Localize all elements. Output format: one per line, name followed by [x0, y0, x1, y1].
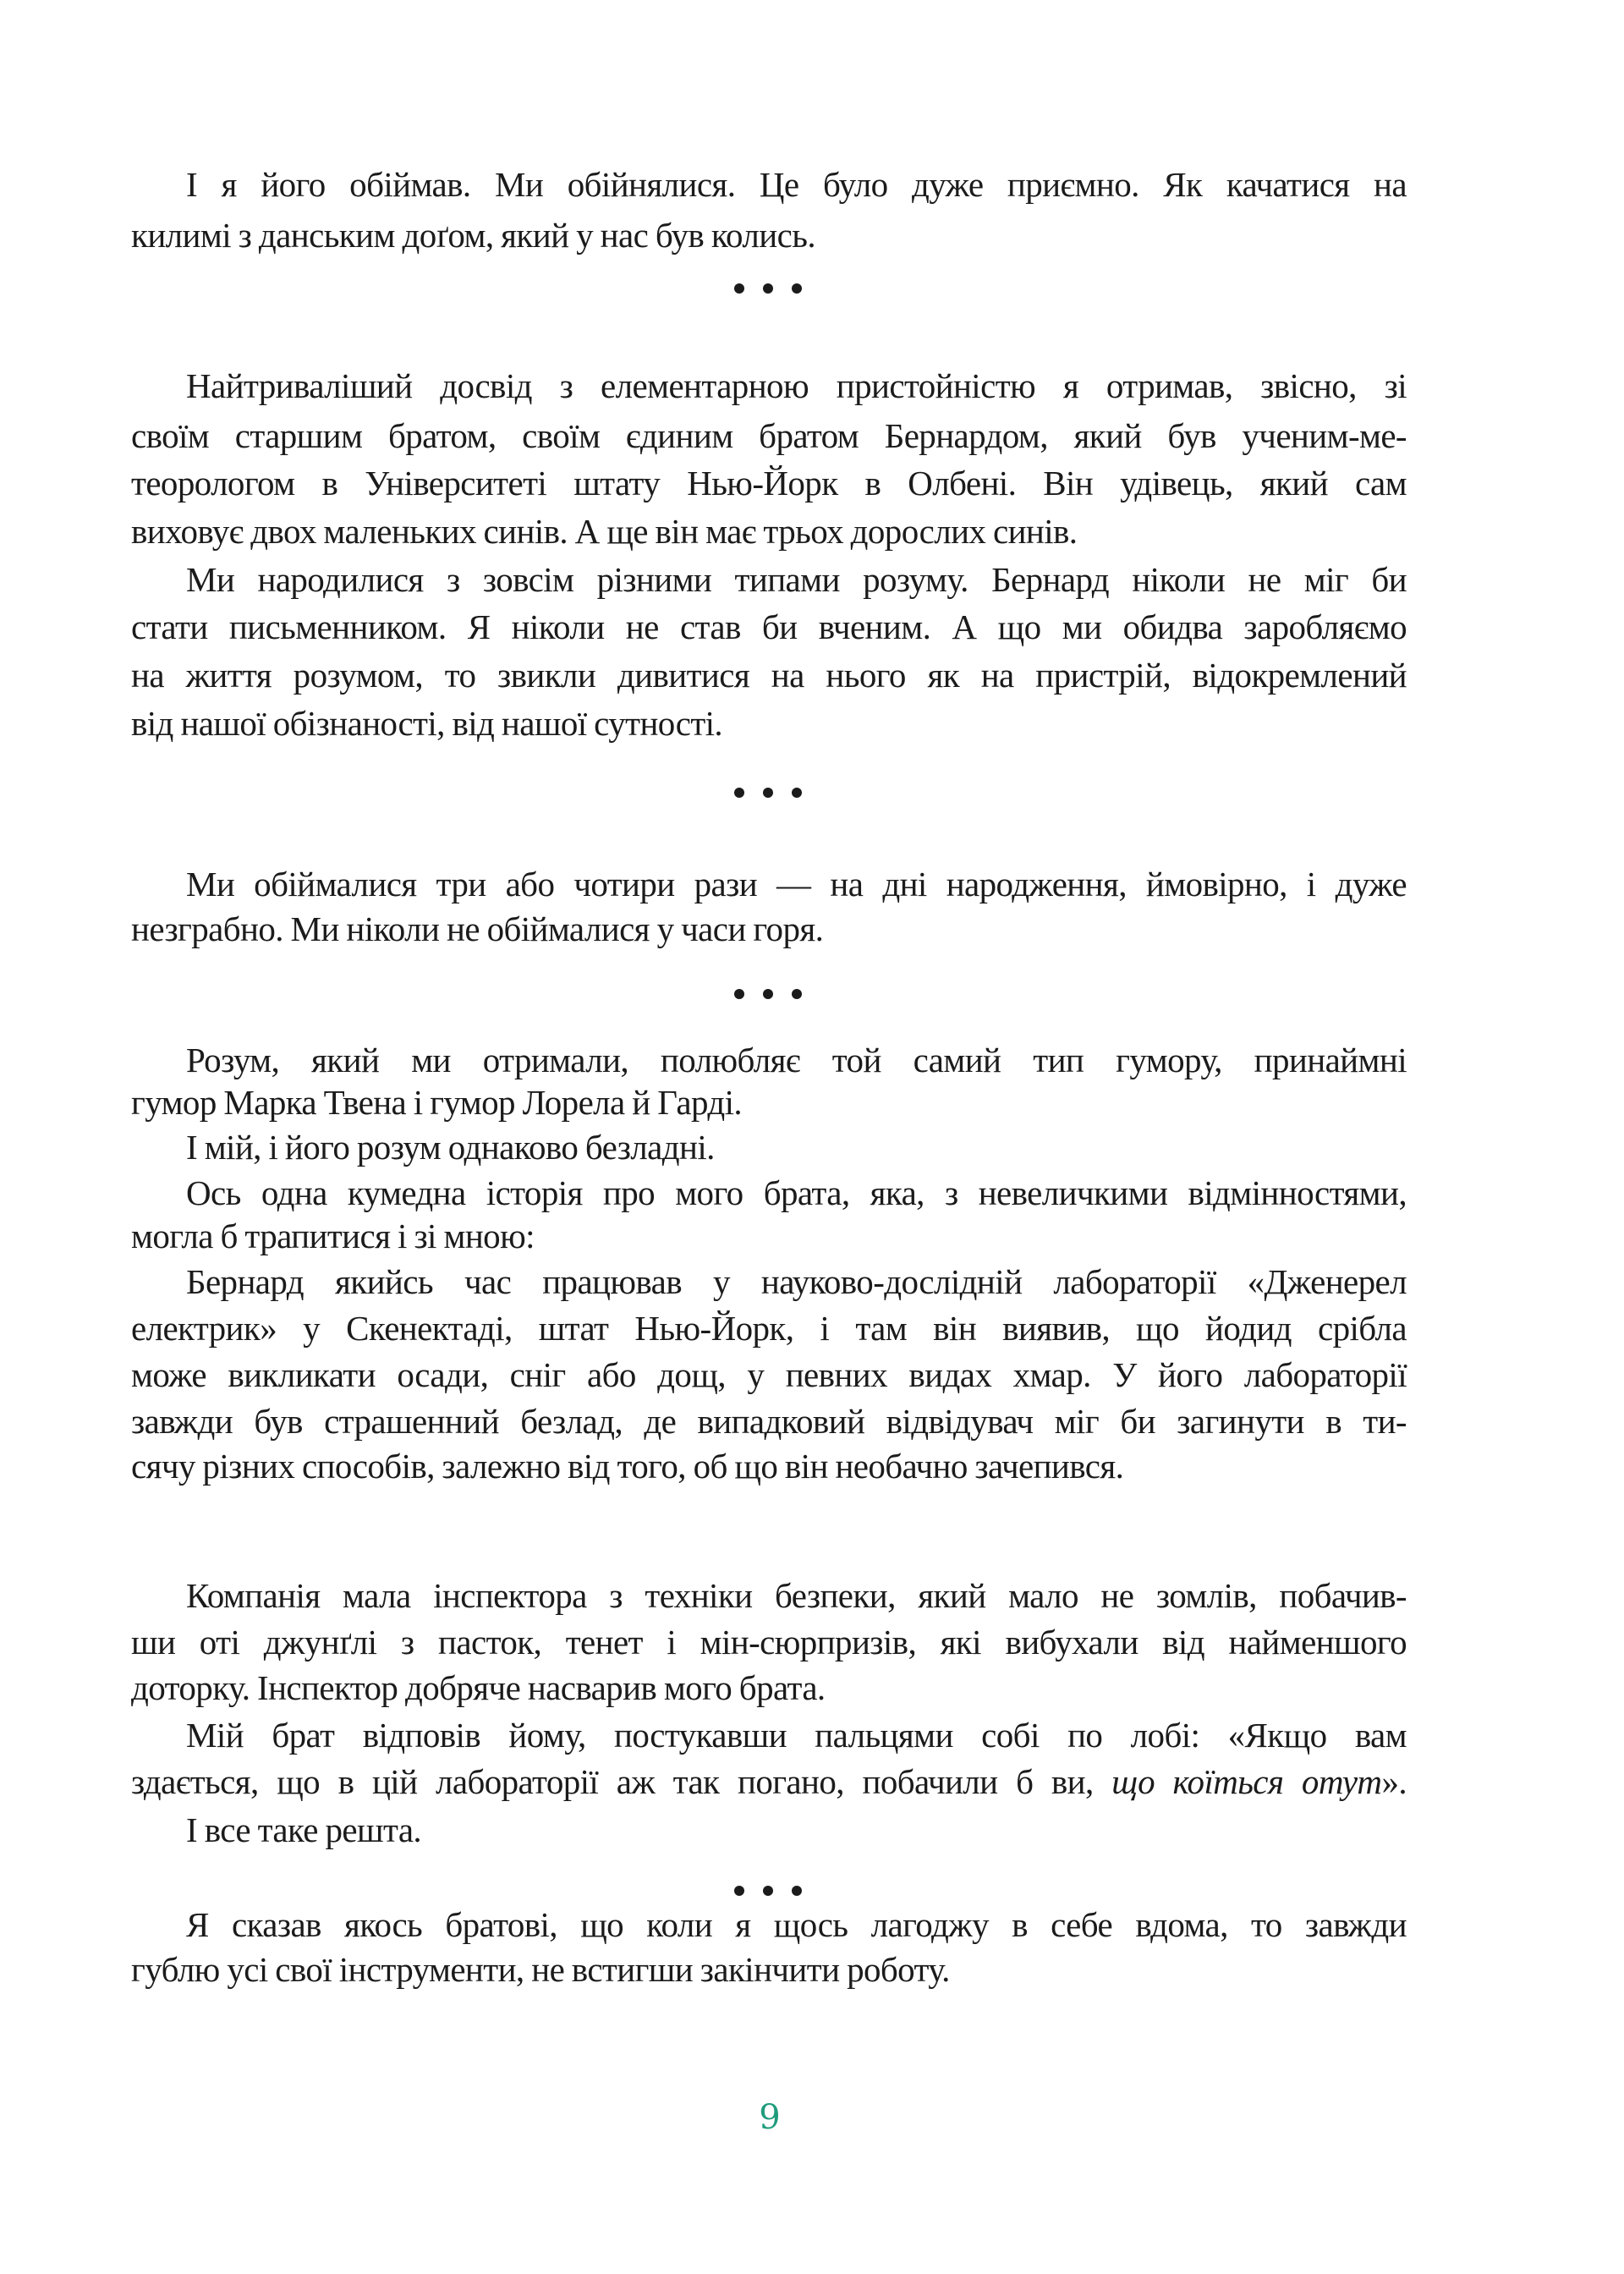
text-line: своїм старшим братом, своїм єдиним братом Бернардом, який був ученим-ме- [131, 416, 1407, 455]
text-line: доторку. Інспектор добряче насварив мого брата. [131, 1668, 826, 1707]
text-line: виховує двох маленьких синів. А ще він має трьох дорослих синів. [131, 512, 1078, 551]
text-segment: ». [1381, 1762, 1407, 1801]
text-line: Ось одна кумедна історія про мого брата, яка, з невеличкими відмінностями, [186, 1173, 1407, 1212]
text-line: Розум, який ми отримали, полюбляє той самий тип гумору, принаймні [186, 1041, 1407, 1079]
section-separator [734, 1885, 802, 1897]
text-line: теорологом в Університеті штату Нью-Йорк в Олбені. Він удівець, який сам [131, 464, 1407, 503]
text-line: Найтриваліший досвід з елементарною пристойністю я отримав, звісно, зі [186, 366, 1407, 405]
text-line: завжди був страшенний безлад, де випадковий відвідувач міг би загинути в ти- [131, 1402, 1407, 1441]
separator-dot [734, 1886, 744, 1896]
text-line: може викликати осади, сніг або дощ, у певних видах хмар. У його лабораторії [131, 1355, 1407, 1394]
text-line: І все таке решта. [186, 1810, 422, 1849]
text-line: І я його обіймав. Ми обійнялися. Це було дуже приємно. Як качатися на [186, 165, 1407, 204]
text-line: Ми народилися з зовсім різними типами розуму. Бернард ніколи не міг би [186, 560, 1407, 599]
text-line: килимі з данським доґом, який у нас був колись. [131, 216, 815, 255]
separator-dot [734, 788, 744, 798]
separator-dot [763, 989, 773, 999]
text-line: І мій, і його розум однаково безладні. [186, 1128, 715, 1167]
text-line: електрик» у Скенектаді, штат Нью-Йорк, і там він виявив, що йодид срібла [131, 1309, 1407, 1348]
separator-dot [792, 283, 802, 294]
section-separator [734, 988, 802, 1000]
text-line: незграбно. Ми ніколи не обіймалися у часи горя. [131, 909, 824, 948]
text-line: Бернард якийсь час працював у науково-дослідній лабораторії «Дженерел [186, 1262, 1407, 1301]
text-segment: здається, що в цій лабораторії аж так погано, побачили б ви, [131, 1762, 1112, 1801]
text-line: Компанія мала інспектора з техніки безпеки, який мало не зомлів, побачив- [186, 1576, 1407, 1615]
text-line: сячу різних способів, залежно від того, об що він необачно зачепився. [131, 1447, 1124, 1486]
separator-dot [763, 1886, 773, 1896]
section-separator [734, 787, 802, 799]
separator-dot [792, 989, 802, 999]
text-line: гумор Марка Твена і гумор Лорела й Гарді. [131, 1083, 743, 1122]
separator-dot [763, 283, 773, 294]
separator-dot [792, 788, 802, 798]
text-line: Мій брат відповів йому, постукавши пальцями собі по лобі: «Якщо вам [186, 1716, 1407, 1755]
text-line: ши оті джунґлі з пасток, тенет і мін-сюрпризів, які вибухали від найменшого [131, 1623, 1407, 1662]
separator-dot [734, 989, 744, 999]
text-line-with-italic [131, 1760, 1407, 1803]
text-line: стати письменником. Я ніколи не став би вченим. А що ми обидва заробляємо [131, 607, 1407, 646]
text-line: від нашої обізнаності, від нашої сутності. [131, 704, 723, 743]
text-line: могла б трапитися і зі мною: [131, 1217, 535, 1255]
italic-emphasis: що коїться отут [1111, 1762, 1382, 1801]
section-separator [734, 283, 802, 294]
text-line: гублю усі свої інструменти, не встигши закінчити роботу. [131, 1950, 950, 1989]
separator-dot [734, 283, 744, 294]
text-line: Я сказав якось братові, що коли я щось лагоджу в себе вдома, то завжди [186, 1905, 1407, 1944]
separator-dot [763, 788, 773, 798]
page-number: 9 [759, 2098, 781, 2137]
text-line: Ми обіймалися три або чотири рази — на дні народження, ймовірно, і дуже [186, 865, 1407, 904]
separator-dot [792, 1886, 802, 1896]
text-line: на життя розумом, то звикли дивитися на нього як на пристрій, відокремлений [131, 656, 1407, 695]
